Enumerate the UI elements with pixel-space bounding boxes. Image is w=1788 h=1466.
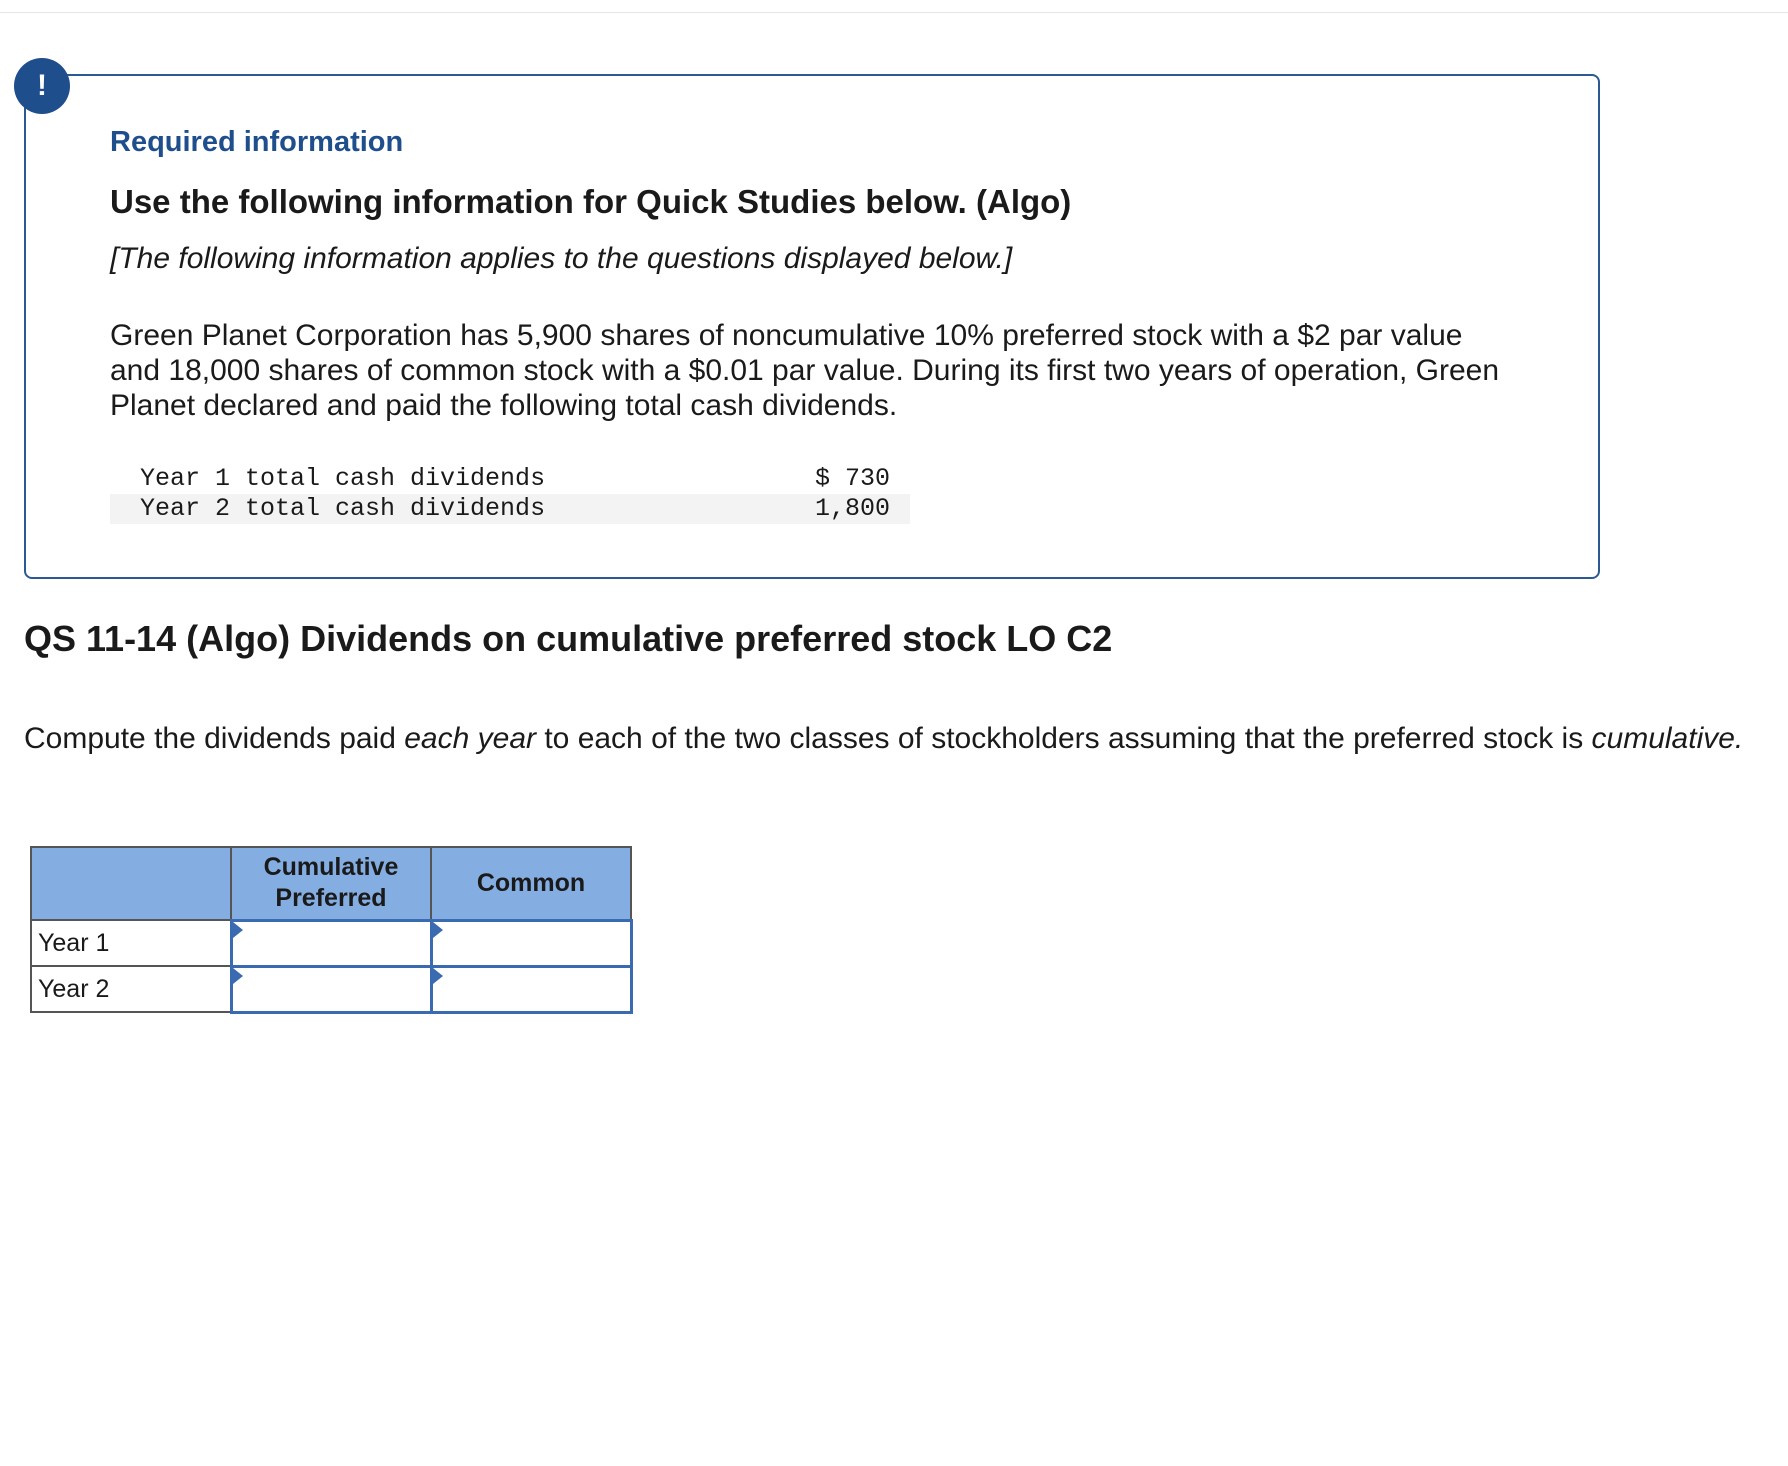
answer-flag-icon bbox=[233, 922, 243, 938]
answer-table bbox=[30, 846, 633, 1014]
year-2-common-input[interactable] bbox=[433, 969, 630, 1009]
year-1-preferred-input[interactable] bbox=[233, 923, 430, 963]
corner-header bbox=[31, 847, 231, 920]
answer-flag-icon bbox=[233, 968, 243, 984]
year-2-preferred-cell bbox=[231, 966, 431, 1012]
instruction-emphasis: each year bbox=[404, 722, 536, 755]
required-information-title: Required information bbox=[110, 126, 404, 158]
applies-note: [The following information applies to the questions displayed below.] bbox=[110, 242, 1013, 275]
question-title: QS 11-14 (Algo) Dividends on cumulative preferred stock LO C2 bbox=[24, 618, 1113, 659]
year-1-common-cell bbox=[431, 920, 631, 966]
year-1-preferred-cell bbox=[231, 920, 431, 966]
header-line: Preferred bbox=[275, 884, 387, 913]
dividends-table bbox=[110, 464, 910, 524]
row-label: Year 2 bbox=[31, 966, 231, 1012]
year-2-common-cell bbox=[431, 966, 631, 1012]
answer-row-year-2 bbox=[31, 966, 631, 1012]
dividend-amount: $ 730 bbox=[814, 464, 890, 493]
year-2-preferred-input[interactable] bbox=[233, 969, 430, 1009]
answer-header-row bbox=[31, 847, 631, 920]
common-header: Common bbox=[431, 847, 631, 920]
row-label: Year 1 bbox=[31, 920, 231, 966]
cumulative-preferred-header bbox=[231, 847, 431, 920]
instruction-text: to each of the two classes of stockholders assuming that the preferred stock is bbox=[536, 722, 1592, 755]
answer-flag-icon bbox=[433, 968, 443, 984]
top-divider bbox=[0, 12, 1788, 13]
dividend-label: Year 1 total cash dividends bbox=[140, 464, 546, 493]
scenario-text: Green Planet Corporation has 5,900 shares of noncumulative 10% preferred stock with a $2 par value and 18,000 shares of common stock with a $0.01 par value. During its first two years of operation, Green Planet declared and paid the following total cash dividends. bbox=[110, 319, 1500, 422]
dividend-label: Year 2 total cash dividends bbox=[110, 494, 670, 524]
info-heading: Use the following information for Quick Studies below. (Algo) bbox=[110, 183, 1072, 220]
header-line: Cumulative bbox=[263, 853, 399, 882]
dividend-amount: 1,800 bbox=[670, 494, 910, 524]
instruction-emphasis: cumulative. bbox=[1591, 722, 1744, 755]
instruction-text: Compute the dividends paid bbox=[24, 722, 405, 755]
year-1-common-input[interactable] bbox=[433, 923, 630, 963]
question-instruction bbox=[24, 721, 1754, 756]
alert-icon: ! bbox=[14, 58, 70, 114]
answer-row-year-1 bbox=[31, 920, 631, 966]
answer-flag-icon bbox=[433, 922, 443, 938]
dividend-row bbox=[110, 464, 910, 494]
dividend-row bbox=[110, 494, 910, 524]
